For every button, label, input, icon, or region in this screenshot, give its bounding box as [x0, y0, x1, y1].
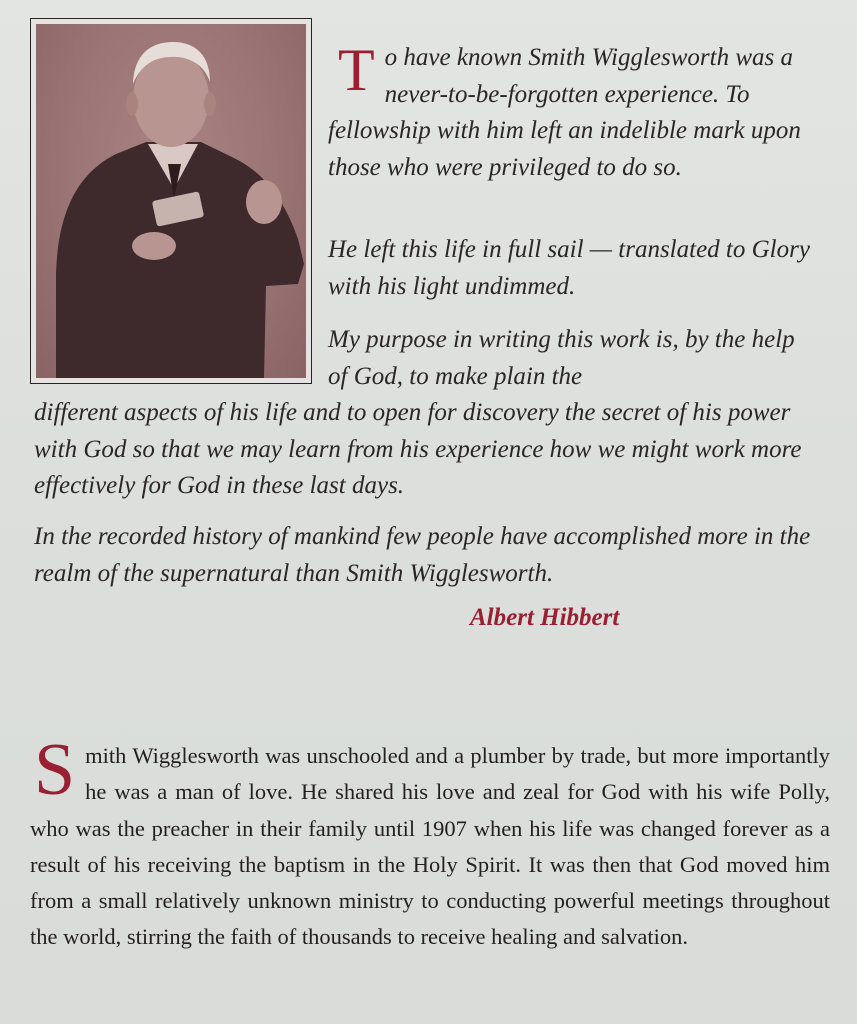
quote-drop-cap: T — [338, 37, 375, 103]
portrait-photo-frame — [30, 18, 312, 384]
bio-drop-cap: S — [34, 729, 76, 811]
biography-paragraph — [30, 729, 830, 956]
quote-paragraph-3-end: different aspects of his life and to open for discovery the secret of his power with God so that we may learn from his experience how we might work more effectively for God in these last days. — [34, 399, 802, 499]
quote-paragraph-3-start: My purpose in writing this work is, by the help of God, to make plain the — [328, 326, 795, 390]
quote-paragraph-4: In the recorded history of mankind few people have accomplished more in the realm of the supernatural than Smith Wigglesworth. — [34, 523, 811, 587]
quote-paragraph-1 — [328, 37, 838, 186]
portrait-figure — [36, 24, 306, 378]
quote-paragraph-1-text: o have known Smith Wigglesworth was a never-to-be-forgotten experience. To fellowship with him left an indelible mark upon those who were privileged to do so. — [328, 44, 801, 181]
bio-text: mith Wigglesworth was unschooled and a plumber by trade, but more importantly he was a man of love. He shared his love and zeal for God with his wife Polly, who was the preacher in their family until 1907 when his life was changed forever as a result of his receiving the baptism in the Holy Spirit. It was then that God moved him from a small relatively unknown ministry to conducting powerful meetings throughout the world, stirring the faith of thousands to receive healing and salvation. — [30, 743, 830, 950]
quote-paragraph-2: He left this life in full sail — translated to Glory with his light undimmed. — [328, 236, 810, 300]
portrait-photo — [36, 24, 306, 378]
quote-author: Albert Hibbert — [470, 604, 620, 631]
